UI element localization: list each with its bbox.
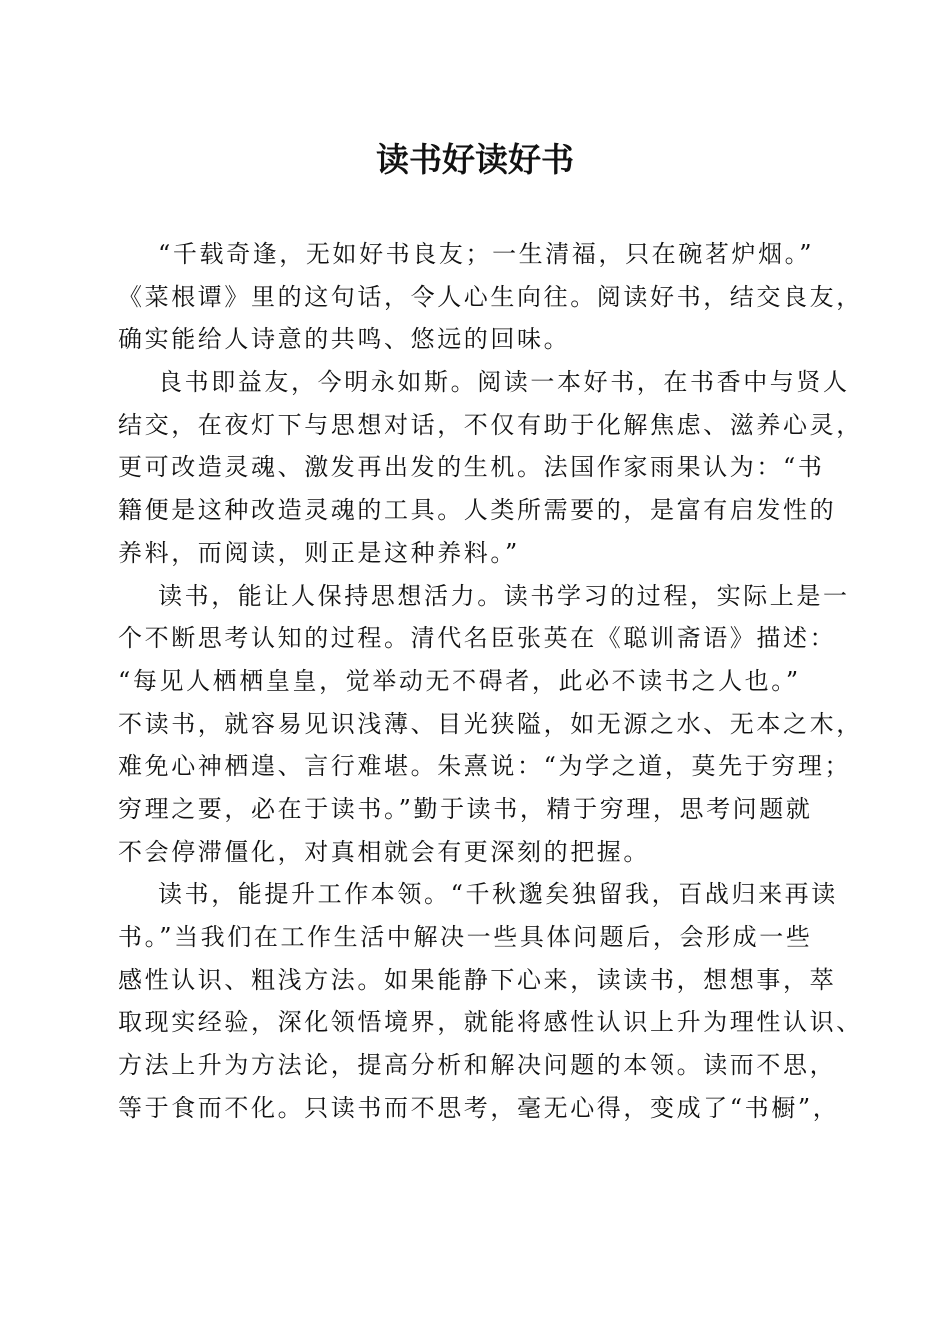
text-line: “千载奇逢，无如好书良友；一生清福，只在碗茗炉烟。” (158, 240, 815, 268)
text-line: “每见人栖栖皇皇，觉举动无不碍者，此必不读书之人也。” (118, 666, 801, 695)
text-line: 不读书，就容易见识浅薄、目光狭隘，如无源之水、无本之木， (118, 709, 863, 738)
text-line: 结交，在夜灯下与思想对话，不仅有助于化解焦虑、滋养心灵， (118, 410, 863, 439)
text-line: 《菜根谭》里的这句话，令人心生向往。阅读好书，结交良友， (118, 282, 863, 311)
text-line: 穷理之要，必在于读书。”勤于读书，精于穷理，思考问题就 (118, 794, 813, 823)
text-line: 等于食而不化。只读书而不思考，毫无心得，变成了“书橱”， (118, 1093, 840, 1122)
text-line: 良书即益友，今明永如斯。阅读一本好书，在书香中与贤人 (158, 368, 850, 397)
text-line: 不会停滞僵化，对真相就会有更深刻的把握。 (118, 837, 650, 866)
text-line: 读书，能提升工作本领。“千秋邈矣独留我，百战归来再读 (158, 880, 838, 909)
text-line: 方法上升为方法论，提高分析和解决问题的本领。读而不思， (118, 1051, 837, 1080)
document-title: 读书好读好书 (376, 140, 574, 179)
text-line: 确实能给人诗意的共鸣、悠远的回味。 (118, 325, 571, 354)
text-line: 书。”当我们在工作生活中解决一些具体问题后，会形成一些 (118, 923, 813, 951)
text-line: 读书，能让人保持思想活力。读书学习的过程，实际上是一 (158, 581, 850, 610)
text-line: 养料，而阅读，则正是这种养料。” (118, 538, 520, 567)
text-line: 感性认识、粗浅方法。如果能静下心来，读读书，想想事，萃 (118, 965, 837, 994)
text-line: 个不断思考认知的过程。清代名臣张英在《聪训斋语》描述： (118, 624, 837, 653)
text-line: 更可改造灵魂、激发再出发的生机。法国作家雨果认为：“书 (118, 453, 825, 482)
text-line: 难免心神栖遑、言行难堪。朱熹说：“为学之道，莫先于穷理； (118, 752, 852, 781)
document-body (118, 233, 863, 1129)
text-line: 籍便是这种改造灵魂的工具。人类所需要的，是富有启发性的 (118, 496, 837, 525)
text-line: 取现实经验，深化领悟境界，就能将感性认识上升为理性认识、 (118, 1008, 863, 1037)
